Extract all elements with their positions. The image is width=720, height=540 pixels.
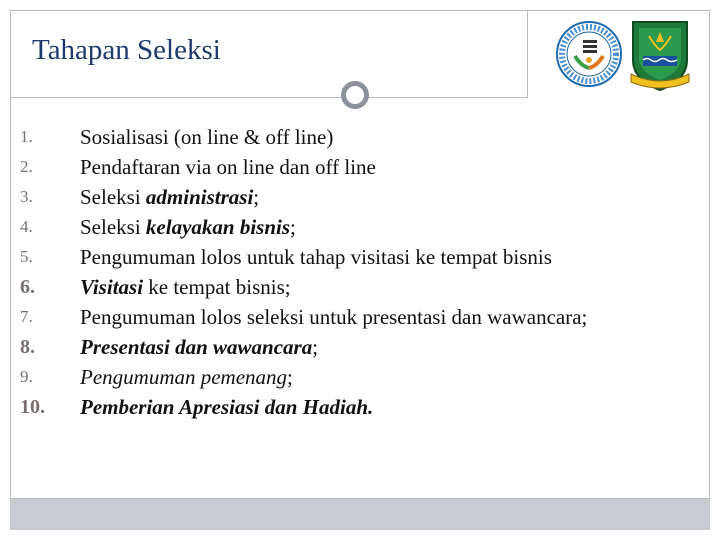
list-item-text: administrasi [145, 185, 254, 209]
list-item [20, 364, 700, 390]
list-item-text: Pengumuman lolos seleksi untuk presentasi dan wawancara; [80, 305, 588, 329]
list-item [20, 274, 700, 300]
list-item-text: Presentasi dan wawancara [80, 335, 313, 359]
list-item [20, 184, 700, 210]
list-item [20, 304, 700, 330]
list-item-number: 1. [20, 127, 33, 146]
list-item-text: Pendaftaran via on line dan off line [80, 155, 376, 179]
list-item-text: Visitasi [80, 275, 144, 299]
list-item [20, 214, 700, 240]
list-item [20, 154, 700, 180]
list-item-text: Pengumuman lolos untuk tahap visitasi ke tempat bisnis [80, 245, 552, 269]
list-item-number: 2. [20, 157, 33, 176]
list-item [20, 394, 700, 420]
list-item-text: ke tempat bisnis; [143, 275, 291, 299]
list-item [20, 124, 700, 150]
ring-ornament-icon [341, 81, 369, 109]
list-item-number: 7. [20, 307, 33, 326]
list-item [20, 334, 700, 360]
slide-title: Tahapan Seleksi [32, 34, 221, 66]
list-item-text: kelayakan bisnis [145, 215, 291, 239]
list-item-text: Seleksi [80, 215, 146, 239]
list-item-number: 9. [20, 367, 33, 386]
list-item-text: ; [290, 215, 296, 239]
list-item-text: ; [312, 335, 319, 359]
list-item [20, 244, 700, 270]
list-item-number: 5. [20, 247, 33, 266]
west-java-crest-icon [625, 16, 695, 94]
list-item-text: Pengumuman pemenang [80, 365, 288, 389]
list-item-number: 10. [20, 396, 45, 418]
list-item-number: 4. [20, 217, 33, 236]
list-item-text: Sosialisasi (on line & off line) [80, 125, 334, 149]
list-item-number: 8. [20, 336, 35, 358]
bottom-bar [10, 498, 710, 530]
selection-stage-list [20, 124, 700, 424]
kemenpora-logo-icon [555, 20, 623, 88]
list-item-text: Pemberian Apresiasi dan Hadiah. [80, 395, 374, 419]
list-item-number: 3. [20, 187, 33, 206]
list-item-text: ; [253, 185, 260, 209]
list-item-number: 6. [20, 276, 35, 298]
list-item-text: Seleksi [80, 185, 146, 209]
list-item-text: ; [287, 365, 293, 389]
